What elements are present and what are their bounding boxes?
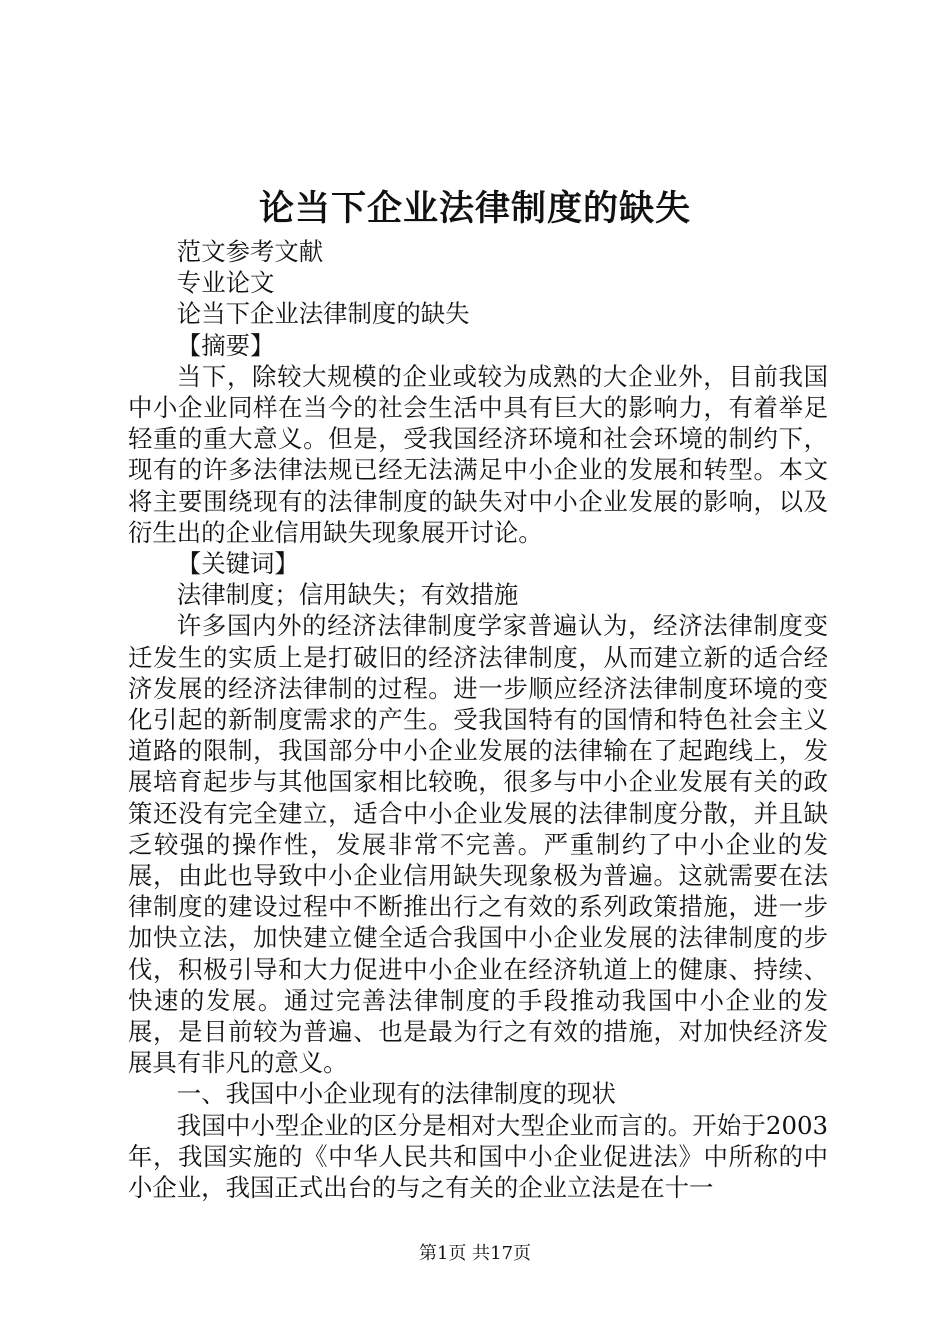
abstract-label: 【摘要】 <box>176 330 275 360</box>
abstract-paragraph: 当下，除较大规模的企业或较为成熟的大企业外，目前我国中小企业同样在当今的社会生活中具有巨大的影响力，有着举足轻重的重大意义。但是，受我国经济环境和社会环境的制约下，现有的许多法律法规已经无法满足中小企业的发展和转型。本文将主要围绕现有的法律制度的缺失对中小企业发展的影响，以及衍生出的企业信用缺失现象展开讨论。 <box>128 361 828 547</box>
document-body <box>128 236 828 1203</box>
body-paragraph-1: 许多国内外的经济法律制度学家普遍认为，经济法律制度变迁发生的实质上是打破旧的经济法律制度，从而建立新的适合经济发展的经济法律制的过程。进一步顺应经济法律制度环境的变化引起的新制度需求的产生。受我国特有的国情和特色社会主义道路的限制，我国部分中小企业发展的法律输在了起跑线上，发展培育起步与其他国家相比较晚，很多与中小企业发展有关的政策还没有完全建立，适合中小企业发展的法律制度分散，并且缺乏较强的操作性，发展非常不完善。严重制约了中小企业的发展，由此也导致中小企业信用缺失现象极为普遍。这就需要在法律制度的建设过程中不断推出行之有效的系列政策措施，进一步加快立法，加快建立健全适合我国中小企业发展的法律制度的步伐，积极引导和大力促进中小企业在经济轨道上的健康、持续、快速的发展。通过完善法律制度的手段推动我国中小企业的发展，是目前较为普遍、也是最为行之有效的措施，对加快经济发展具有非凡的意义。 <box>128 611 828 1078</box>
body-paragraph-2: 我国中小型企业的区分是相对大型企业而言的。开始于2003年，我国实施的《中华人民共和国中小企业促进法》中所称的中小企业，我国正式出台的与之有关的企业立法是在十一 <box>128 1110 828 1203</box>
line-subtitle: 论当下企业法律制度的缺失 <box>176 299 470 329</box>
keywords-label: 【关键词】 <box>176 549 299 579</box>
line-reference: 范文参考文献 <box>176 237 324 266</box>
page-footer: 第1页 共17页 <box>418 1243 532 1264</box>
section-heading-1: 一、我国中小企业现有的法律制度的现状 <box>176 1079 616 1109</box>
line-thesis: 专业论文 <box>176 268 275 298</box>
document-title: 论当下企业法律制度的缺失 <box>258 189 691 229</box>
keywords-text: 法律制度；信用缺失；有效措施 <box>176 580 519 610</box>
